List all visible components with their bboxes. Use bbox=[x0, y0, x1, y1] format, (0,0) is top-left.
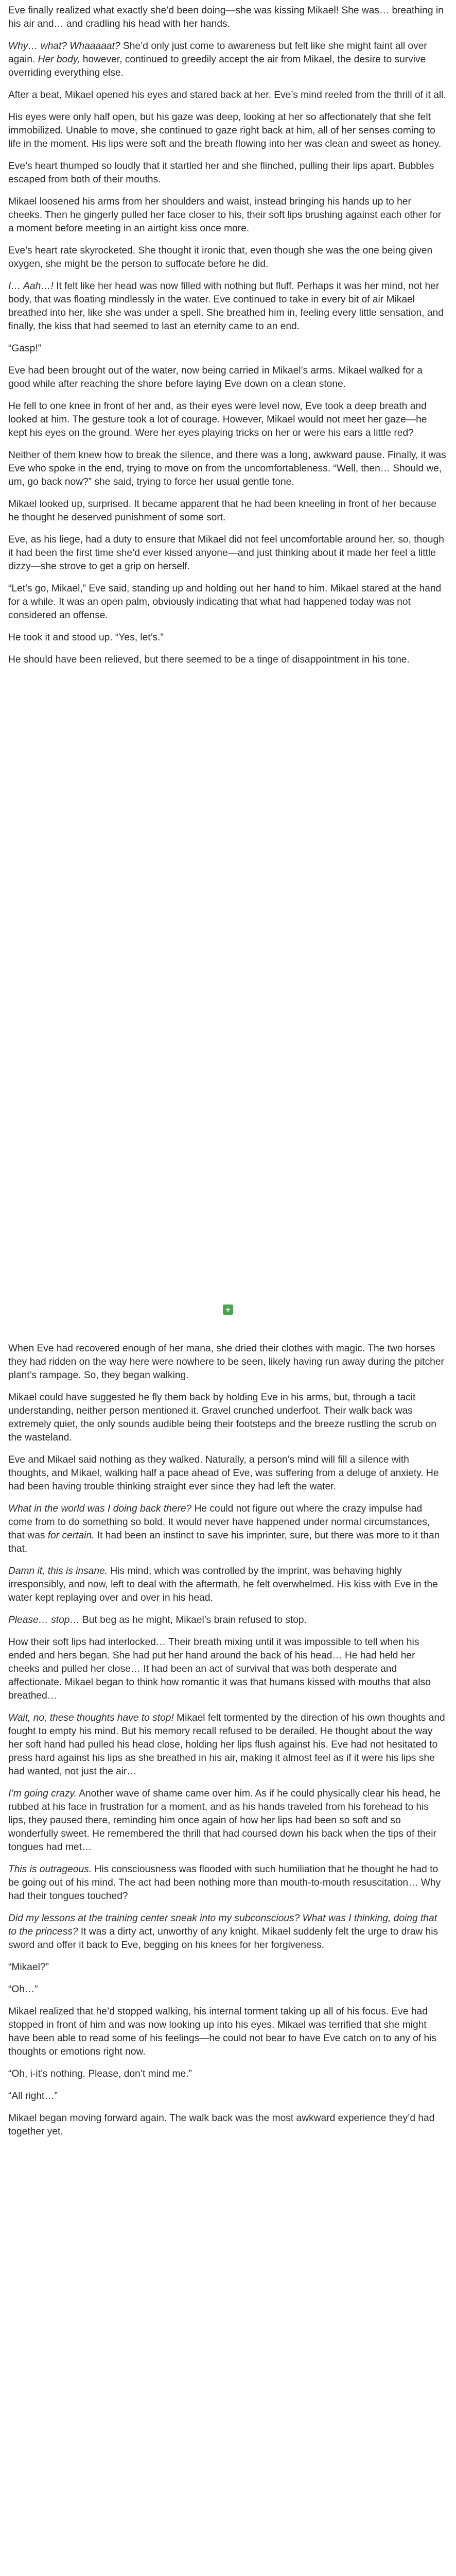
section-divider bbox=[223, 1304, 233, 1315]
paragraph: “Oh, i-it’s nothing. Please, don’t mind me.” bbox=[8, 2069, 192, 2079]
paragraph: He should have been relieved, but there seemed to be a tinge of disappointment in his tone. bbox=[8, 654, 410, 665]
text-run: She’d only just come to awareness but felt like she might faint all over again. bbox=[8, 41, 427, 65]
text-run: Another wave of shame came over him. As if he could physically clear his head, he rubbed at his face in frustration for a moment, and as his hands traveled from his forehead to his lips, they paused there, reminding him once again of how her lips had been so soft and so wonderfully sweet. He remembered the thrill that had coursed down his back when the tips of their tongues had met… bbox=[8, 1788, 441, 1853]
paragraph: Eve and Mikael said nothing as they walked. Naturally, a person’s mind will fill a silence with thoughts, and Mikael, walking half a pace ahead of Eve, was suffering from a deluge of anxiety. He had been having trouble thinking straight ever since they had left the water. bbox=[8, 1454, 439, 1492]
paragraph: “Mikael?” bbox=[8, 1962, 49, 1973]
italic-text: Why… what? Whaaaaat? bbox=[8, 41, 120, 52]
italic-text: What in the world was I doing back there? bbox=[8, 1503, 192, 1514]
paragraph: Eve, as his liege, had a duty to ensure that Mikael did not feel uncomfortable around her, so, though it had been the first time she’d ever kissed anyone—and just thinking about it made her feel a little dizzy—she strove to get a grip on herself. bbox=[8, 534, 444, 572]
paragraph: Mikael looked up, surprised. It became apparent that he had been kneeling in front of her because he thought he deserved punishment of some sort. bbox=[8, 499, 436, 523]
text-section bbox=[8, 4, 447, 675]
text-run: He could not figure out where the crazy impulse had come from to do something so bold. It would never have happened under normal circumstances, that was bbox=[8, 1503, 430, 1541]
paragraph: “Let’s go, Mikael,” Eve said, standing up and holding out her hand to him. Mikael stared at the hand for a while. It was an open palm, obviously indicating that what had happened today was not considered an offense. bbox=[8, 583, 442, 621]
italic-text: I’m going crazy. bbox=[8, 1788, 77, 1799]
paragraph: Neither of them knew how to break the silence, and there was a long, awkward pause. Finally, it was Eve who spoke in the end, trying to move on from the uncomfortableness. “Well, then… Should we, um, go back now?” she said, trying to force her usual gentle tone. bbox=[8, 450, 446, 487]
paragraph: He fell to one knee in front of her and, as their eyes were level now, Eve took a deep breath and looked at him. The gesture took a lot of courage. However, Mikael would not meet her gaze—he kept his eyes on the ground. Were her eyes playing tricks on her or were his ears a little red? bbox=[8, 401, 427, 438]
paragraph bbox=[8, 1502, 447, 1556]
paragraph: When Eve had recovered enough of her mana, she dried their clothes with magic. The two horses they had ridden on the way here were nowhere to be seen, likely having run away during the pitcher plant’s rampage. So, they began walking. bbox=[8, 1343, 444, 1381]
italic-text: I… Aah…! bbox=[8, 281, 54, 292]
text-run: His consciousness was flooded with such humiliation that he thought he had to be going out of his mind. The act had been nothing more than mouth-to-mouth resuscitation… Why had their tongues touched? bbox=[8, 1864, 441, 1902]
italic-text: Please… stop… bbox=[8, 1615, 80, 1625]
paragraph: Mikael began moving forward again. The walk back was the most awkward experience they’d had together yet. bbox=[8, 2113, 435, 2137]
italic-text: for certain. bbox=[47, 1530, 95, 1541]
italic-text: Did my lessons at the training center sneak into my subconscious? What was I thinking, doing that to the princess? bbox=[8, 1913, 437, 1937]
paragraph: Mikael loosened his arms from her shoulders and waist, instead bringing his hands up to her cheeks. Then he gingerly pulled her face closer to his, their soft lips brushing against each other for a moment before meeting in an airtight kiss once more. bbox=[8, 196, 442, 234]
text-run: It was a dirty act, unworthy of any knight. Mikael suddenly felt the urge to draw his sword and offer it back to Eve, begging on his knees for her forgiveness. bbox=[8, 1926, 439, 1951]
paragraph bbox=[8, 1863, 447, 1903]
text-run: But beg as he might, Mikael’s brain refused to stop. bbox=[79, 1615, 307, 1625]
paragraph: He took it and stood up. “Yes, let’s.” bbox=[8, 632, 164, 643]
text-section bbox=[8, 1342, 447, 2147]
paragraph bbox=[8, 1565, 447, 1605]
text-run: Mikael felt tormented by the direction of his own thoughts and fought to empty his mind. But his memory recall refused to be derailed. He thought about the way her soft hand had pulled his head close, holding her lips flush against his. Eve had not hesitated to press hard against his lips as she breathed in his air, making it almost feel as if it were his lips she had wanted, not just the air… bbox=[8, 1713, 445, 1777]
italic-text: This is outrageous. bbox=[8, 1864, 92, 1875]
text-run: His mind, which was controlled by the imprint, was behaving highly irresponsibly, and now, left to deal with the aftermath, he felt overwhelmed. His kiss with Eve in the water kept replaying over and over in his head. bbox=[8, 1566, 438, 1603]
paragraph: “Oh…” bbox=[8, 1984, 38, 1995]
paragraph: His eyes were only half open, but his gaze was deep, looking at her so affectionately that she felt immobilized. Unable to move, she continued to gaze right back at him, all of her senses coming to life in the moment. His lips were soft and the breath flowing into her was clean and sweet as honey. bbox=[8, 112, 442, 149]
plus-icon bbox=[224, 1306, 232, 1313]
paragraph bbox=[8, 1614, 447, 1627]
paragraph bbox=[8, 1787, 447, 1854]
paragraph: Eve finally realized what exactly she’d been doing—she was kissing Mikael! She was… breathing in his air and… and cradling his head with her hands. bbox=[8, 5, 444, 29]
paragraph bbox=[8, 40, 447, 80]
paragraph: How their soft lips had interlocked… Their breath mixing until it was impossible to tell when his ended and hers began. She had put her hand around the back of his head… He had held her cheeks and pulled her close… It had been an act of survival that was both desperate and affectionate. Mikael began to think how romantic it was that humans kissed with mouths that also breathed… bbox=[8, 1637, 431, 1701]
text-run: It had been an instinct to save his imprinter, sure, but there was more to it than that. bbox=[8, 1530, 440, 1554]
italic-text: Damn it, this is insane. bbox=[8, 1566, 108, 1577]
text-run: however, continued to greedily accept the air from Mikael, the desire to survive overriding everything else. bbox=[8, 54, 426, 78]
text-run: It felt like her head was now filled with nothing but fluff. Perhaps it was her mind, not her body, that was floating mindlessly in the water. Eve continued to take in every bit of air Mikael breathed into her, like she was under a spell. She breathed him in, feeling every little sensation, and finally, the kiss that had seemed to last an eternity came to an end. bbox=[8, 281, 444, 332]
paragraph: Mikael realized that he’d stopped walking, his internal torment taking up all of his focus. Eve had stopped in front of him and was now looking up into his eyes. Mikael was terrified that she might have been able to read some of his feelings—he could not bear to have Eve catch on to any of his thoughts or emotions right now. bbox=[8, 2006, 436, 2057]
paragraph: Eve’s heart rate skyrocketed. She thought it ironic that, even though she was the one being given oxygen, she might be the person to suffocate before he did. bbox=[8, 245, 433, 269]
paragraph: After a beat, Mikael opened his eyes and stared back at her. Eve’s mind reeled from the thrill of it all. bbox=[8, 90, 446, 100]
paragraph bbox=[8, 1711, 447, 1778]
paragraph bbox=[8, 280, 447, 333]
paragraph: Mikael could have suggested he fly them back by holding Eve in his arms, but, through a tacit understanding, neither person mentioned it. Gravel crunched underfoot. Their walk back was extremely quiet, the only sounds audible being their footsteps and the breeze rustling the scrub on the wasteland. bbox=[8, 1392, 436, 1443]
italic-text: Wait, no, these thoughts have to stop! bbox=[8, 1713, 174, 1723]
paragraph bbox=[8, 1912, 447, 1952]
paragraph: “Gasp!” bbox=[8, 343, 41, 354]
paragraph: “All right…” bbox=[8, 2091, 58, 2102]
paragraph: Eve had been brought out of the water, now being carried in Mikael’s arms. Mikael walked for a good while after reaching the shore before laying Eve down on a clean stone. bbox=[8, 365, 423, 389]
paragraph: Eve’s heart thumped so loudly that it startled her and she flinched, pulling their lips apart. Bubbles escaped from both of their mouths. bbox=[8, 161, 434, 185]
italic-text: Her body, bbox=[38, 54, 80, 65]
